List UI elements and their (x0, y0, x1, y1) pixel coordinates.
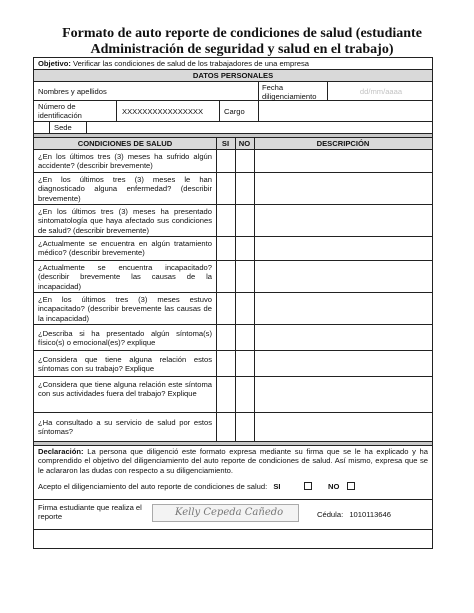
signature-handwriting: Kelly Cepeda Cañedo (175, 507, 284, 518)
question-text: ¿Considera que tiene alguna relación estos síntomas con su trabajo? Explique (38, 355, 212, 374)
conditions-header (34, 138, 432, 150)
question-text: ¿Actualmente se encuentra incapacitado? (describir brevemente las causas de la incapacidad) (38, 263, 212, 291)
signature-image (152, 504, 299, 522)
question-row (34, 237, 432, 261)
question-text: ¿En los últimos tres (3) meses ha presentado sintomatología que haya afectado sus condiciones de salud? (describir brevemente) (38, 207, 212, 235)
document-title (30, 26, 454, 58)
objective-text: Verificar las condiciones de salud de los trabajadores de una empresa (70, 59, 310, 68)
question-row (34, 325, 432, 351)
question-row (34, 150, 432, 173)
col-no-header: NO (238, 139, 251, 148)
id-row (34, 101, 432, 122)
title-line-1: Formato de auto reporte de condiciones de salud (estudiante (62, 26, 422, 41)
col-desc-header: DESCRIPCIÓN (316, 139, 370, 148)
signature-label: Firma estudiante que realiza el reporte (38, 503, 142, 522)
accept-si-label: SI (273, 482, 281, 491)
cargo-label: Cargo (224, 107, 245, 116)
accept-label: Acepto el diligenciamiento del auto reporte de condiciones de salud: (38, 482, 268, 491)
declaration-body: La persona que diligenció este formato expresa mediante su firma que se le ha explicado y ha comprendido el objetivo del diligenciamiento del auto reporte de condiciones de salud. Así mismo, expresa que se le aclararon las dudas con respecto a su diligenciamiento. (38, 447, 428, 475)
report-form (33, 57, 433, 549)
question-text: ¿En los últimos tres (3) meses ha sufrido algún accidente? (describir brevemente) (38, 152, 212, 171)
question-text: ¿En los últimos tres (3) meses estuvo incapacitado? (describir brevemente las causas de la incapacidad) (38, 295, 212, 323)
accept-no-checkbox[interactable] (347, 482, 355, 490)
cedula-label: Cédula: (317, 510, 344, 519)
sede-row (34, 122, 432, 134)
name-row (34, 82, 432, 101)
declaration-row (34, 446, 432, 500)
col-condition-header: CONDICIONES DE SALUD (77, 139, 173, 148)
personal-data-header (34, 70, 432, 82)
objective-row (34, 58, 432, 70)
signature-row (34, 500, 432, 530)
declaration-text (38, 447, 428, 475)
id-label: Número de identificación (38, 102, 82, 121)
question-text: ¿En los últimos tres (3) meses le han diagnosticado alguna enfermedad? (describir brevemente) (38, 175, 212, 203)
question-row (34, 205, 432, 237)
question-row (34, 377, 432, 413)
objective-label: Objetivo: (38, 59, 71, 68)
accept-no-label: NO (328, 482, 340, 491)
accept-line (38, 482, 281, 491)
question-row (34, 293, 432, 325)
personal-data-title: DATOS PERSONALES (192, 71, 274, 80)
question-row (34, 351, 432, 377)
date-label: Fecha diligenciamiento (262, 83, 317, 102)
question-text: ¿Ha consultado a su servicio de salud por estos síntomas? (38, 418, 212, 437)
question-text: ¿Considera que tiene alguna relación este síntoma con sus actividades fuera del trabajo? Explique (38, 380, 212, 399)
question-row (34, 173, 432, 205)
cedula-line (317, 510, 391, 519)
col-si-header: SI (221, 139, 230, 148)
id-value[interactable]: XXXXXXXXXXXXXXXX (122, 107, 204, 116)
name-label: Nombres y apellidos (38, 87, 107, 96)
sede-label: Sede (54, 123, 72, 132)
accept-si-checkbox[interactable] (304, 482, 312, 490)
declaration-label: Declaración: (38, 447, 84, 456)
question-text: ¿Actualmente se encuentra en algún tratamiento médico? (describir brevemente) (38, 239, 212, 258)
title-line-2: Administración de seguridad y salud en el trabajo) (90, 42, 394, 57)
cedula-value: 1010113646 (349, 510, 391, 519)
date-field[interactable]: dd/mm/aaaa (359, 87, 403, 96)
question-row (34, 261, 432, 293)
question-row (34, 413, 432, 442)
question-text: ¿Describa si ha presentado algún síntoma(s) físico(s) o emocional(es)? explique (38, 329, 212, 348)
